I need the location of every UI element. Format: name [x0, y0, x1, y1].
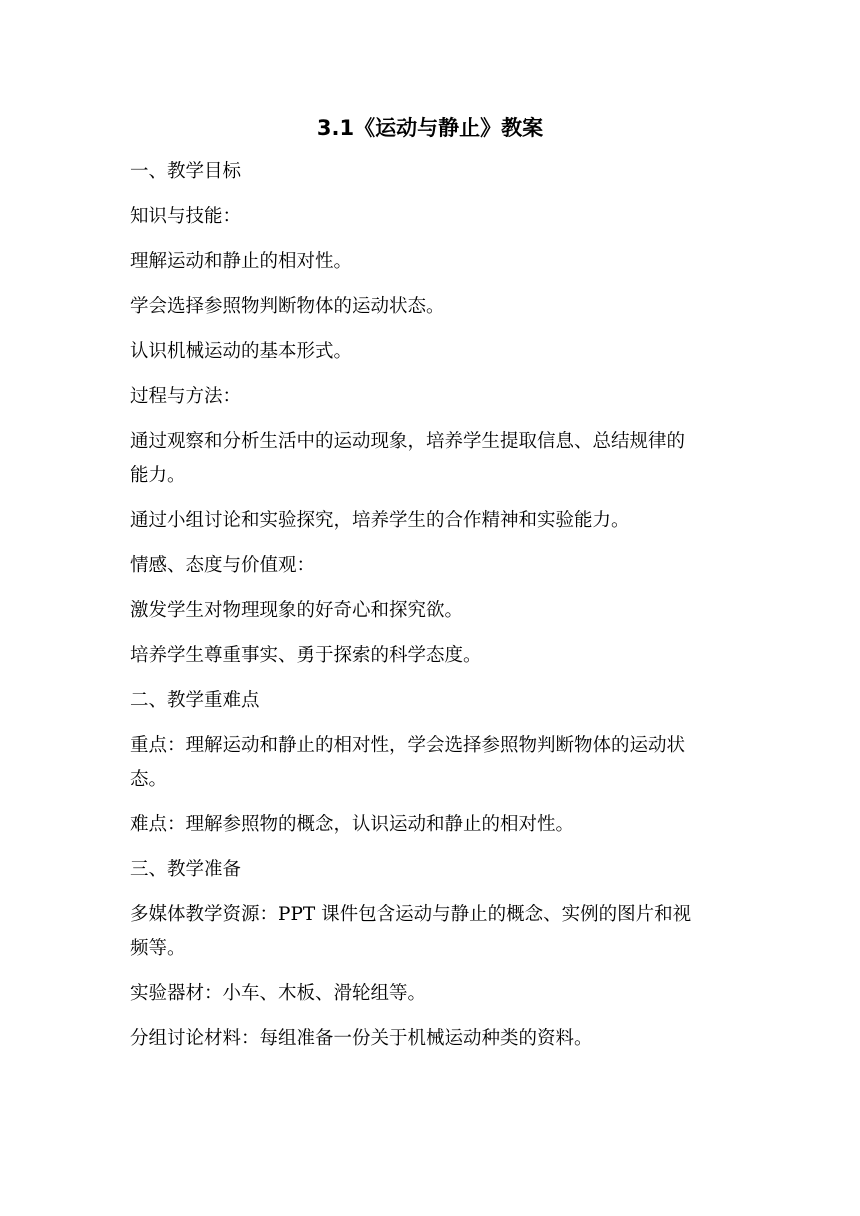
paragraph-line: 通过观察和分析生活中的运动现象，培养学生提取信息、总结规律的 [130, 431, 686, 452]
paragraph-line: 激发学生对物理现象的好奇心和探究欲。 [130, 600, 464, 621]
document-body [130, 155, 740, 1056]
section-heading-key-points: 二、教学重难点 [130, 690, 260, 711]
paragraph-line: 认识机械运动的基本形式。 [130, 341, 353, 362]
subheading-knowledge-skills: 知识与技能： [130, 206, 242, 227]
paragraph-line: 能力。 [130, 465, 186, 486]
paragraph-line: 培养学生尊重事实、勇于探索的科学态度。 [130, 645, 482, 666]
paragraph-line: 学会选择参照物判断物体的运动状态。 [130, 296, 445, 317]
paragraph-line: 态。 [130, 769, 168, 790]
paragraph-line: 理解运动和静止的相对性。 [130, 251, 353, 272]
paragraph-line: 实验器材：小车、木板、滑轮组等。 [130, 983, 427, 1004]
section-heading-objectives: 一、教学目标 [130, 161, 242, 182]
paragraph-line: 频等。 [130, 938, 186, 959]
paragraph-line: 多媒体教学资源：PPT 课件包含运动与静止的概念、实例的图片和视 [130, 904, 692, 925]
paragraph-line: 重点：理解运动和静止的相对性，学会选择参照物判断物体的运动状 [130, 735, 686, 756]
subheading-emotion-values: 情感、态度与价值观： [130, 555, 316, 576]
paragraph-line: 分组讨论材料：每组准备一份关于机械运动种类的资料。 [130, 1028, 593, 1049]
paragraph-line: 难点：理解参照物的概念，认识运动和静止的相对性。 [130, 814, 575, 835]
section-heading-preparation: 三、教学准备 [130, 859, 242, 880]
document-title: 3.1《运动与静止》教案 [316, 116, 544, 140]
subheading-process-methods: 过程与方法： [130, 386, 242, 407]
paragraph-line: 通过小组讨论和实验探究，培养学生的合作精神和实验能力。 [130, 510, 630, 531]
